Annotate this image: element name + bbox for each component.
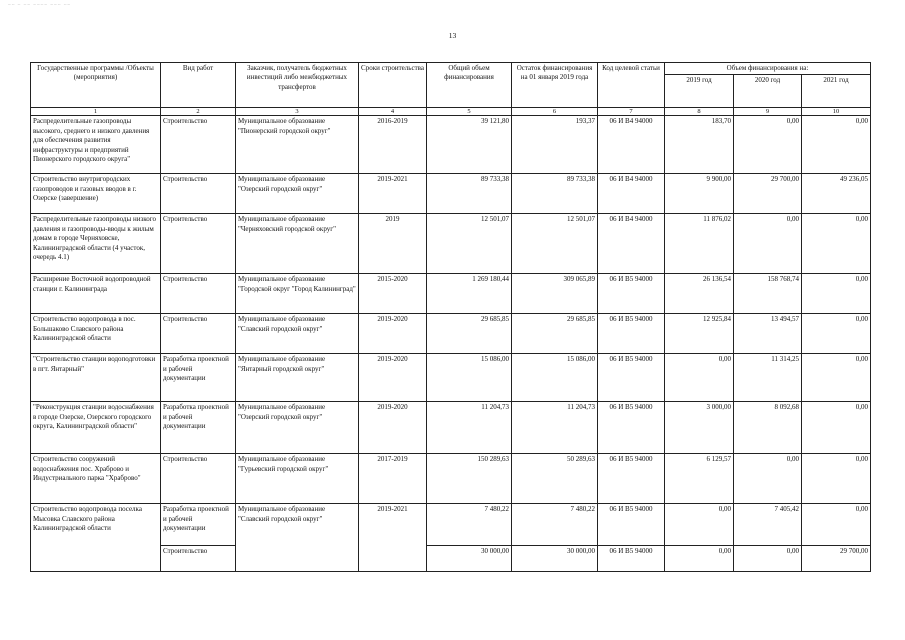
column-index-cell: 8 <box>665 108 734 116</box>
customer-cell: Муниципальное образование "Гурьевский городской округ" <box>236 454 359 504</box>
customer-cell: Муниципальное образование "Славский городской округ" <box>236 314 359 354</box>
page-number: 13 <box>448 31 457 40</box>
remainder-cell: 7 480,22 <box>512 504 598 546</box>
object-name-cell: Строительство водопровода в пос. Большаково Славского района Калининградской области <box>31 314 161 354</box>
remainder-cell: 30 000,00 <box>512 546 598 572</box>
total-cell: 150 289,63 <box>427 454 512 504</box>
amount-2021-cell: 0,00 <box>802 402 871 454</box>
table-row <box>31 174 871 214</box>
customer-cell: Муниципальное образование "Славский городской округ" <box>236 504 359 572</box>
amount-2020-cell: 8 092,68 <box>734 402 802 454</box>
amount-2019-cell: 6 129,57 <box>665 454 734 504</box>
amount-2019-cell: 0,00 <box>665 546 734 572</box>
header-2021: 2021 год <box>802 75 871 108</box>
amount-2020-cell: 158 768,74 <box>734 274 802 314</box>
table-row <box>31 274 871 314</box>
amount-2020-cell: 0,00 <box>734 454 802 504</box>
remainder-cell: 309 065,89 <box>512 274 598 314</box>
amount-2020-cell: 0,00 <box>734 116 802 174</box>
work-type-cell: Разработка проектной и рабочей документации <box>161 402 236 454</box>
header-customer: Заказчик, получатель бюджетных инвестиций либо межбюджетных трансфертов <box>236 63 359 108</box>
remainder-cell: 29 685,85 <box>512 314 598 354</box>
work-type-cell: Разработка проектной и рабочей документации <box>161 504 236 546</box>
total-cell: 39 121,80 <box>427 116 512 174</box>
work-type-cell: Строительство <box>161 314 236 354</box>
amount-2019-cell: 9 900,00 <box>665 174 734 214</box>
total-cell: 12 501,07 <box>427 214 512 274</box>
object-name-cell: "Строительство станции водоподготовки в пгт. Янтарный" <box>31 354 161 402</box>
amount-2021-cell: 0,00 <box>802 214 871 274</box>
table-row <box>31 354 871 402</box>
total-cell: 29 685,85 <box>427 314 512 354</box>
table-row <box>31 402 871 454</box>
total-cell: 1 269 180,44 <box>427 274 512 314</box>
table-row <box>31 214 871 274</box>
customer-cell: Муниципальное образование "Городской округ "Город Калининград" <box>236 274 359 314</box>
amount-2021-cell: 0,00 <box>802 314 871 354</box>
total-cell: 11 204,73 <box>427 402 512 454</box>
remainder-cell: 193,37 <box>512 116 598 174</box>
amount-2019-cell: 3 000,00 <box>665 402 734 454</box>
object-name-cell: Расширение Восточной водопроводной станции г. Калининграда <box>31 274 161 314</box>
work-type-cell: Строительство <box>161 174 236 214</box>
object-name-cell: Строительство водопровода поселка Мысовка Славского района Калининградской области <box>31 504 161 572</box>
work-type-cell: Строительство <box>161 116 236 174</box>
header-objects: Государственные программы /Объекты (мероприятия) <box>31 63 161 108</box>
work-type-cell: Строительство <box>161 546 236 572</box>
work-type-cell: Строительство <box>161 454 236 504</box>
amount-2020-cell: 7 405,42 <box>734 504 802 546</box>
financing-table <box>30 62 871 572</box>
customer-cell: Муниципальное образование "Озерский городской округ" <box>236 174 359 214</box>
column-index-cell: 7 <box>598 108 665 116</box>
amount-2019-cell: 0,00 <box>665 354 734 402</box>
header-row <box>31 63 871 75</box>
code-cell: 06 И В5 94000 <box>598 504 665 546</box>
amount-2021-cell: 0,00 <box>802 274 871 314</box>
code-cell: 06 И В5 94000 <box>598 314 665 354</box>
amount-2021-cell: 0,00 <box>802 116 871 174</box>
remainder-cell: 50 289,63 <box>512 454 598 504</box>
table-row <box>31 504 871 546</box>
term-cell: 2016-2019 <box>359 116 427 174</box>
total-cell: 30 000,00 <box>427 546 512 572</box>
column-index-cell: 5 <box>427 108 512 116</box>
term-cell: 2019-2020 <box>359 354 427 402</box>
remainder-cell: 15 086,00 <box>512 354 598 402</box>
header-work-type: Вид работ <box>161 63 236 108</box>
table-row <box>31 314 871 354</box>
header-2019: 2019 год <box>665 75 734 108</box>
work-type-cell: Строительство <box>161 214 236 274</box>
table-row <box>31 454 871 504</box>
amount-2021-cell: 0,00 <box>802 504 871 546</box>
customer-cell: Муниципальное образование "Пионерский городской округ" <box>236 116 359 174</box>
column-index-cell: 2 <box>161 108 236 116</box>
header-remainder: Остаток финансирования на 01 января 2019 года <box>512 63 598 108</box>
amount-2019-cell: 26 136,54 <box>665 274 734 314</box>
column-index-cell: 6 <box>512 108 598 116</box>
code-cell: 06 И В5 94000 <box>598 546 665 572</box>
object-name-cell: Строительство сооружений водоснабжения пос. Храброво и Индустриального парка "Храброво" <box>31 454 161 504</box>
header-financing-group: Объем финансирования на: <box>665 63 871 75</box>
column-index-cell: 1 <box>31 108 161 116</box>
table-row <box>31 116 871 174</box>
amount-2019-cell: 0,00 <box>665 504 734 546</box>
customer-cell: Муниципальное образование "Черняховский городской округ" <box>236 214 359 274</box>
code-cell: 06 И В4 94000 <box>598 116 665 174</box>
column-index-cell: 9 <box>734 108 802 116</box>
total-cell: 89 733,38 <box>427 174 512 214</box>
object-name-cell: "Реконструкция станции водоснабжения в городе Озерске, Озерского городского округа, Калининградской области" <box>31 402 161 454</box>
total-cell: 7 480,22 <box>427 504 512 546</box>
amount-2020-cell: 13 494,57 <box>734 314 802 354</box>
amount-2020-cell: 11 314,25 <box>734 354 802 402</box>
remainder-cell: 11 204,73 <box>512 402 598 454</box>
top-scan-mark: ~~ ~ ~~ ~~~~ ~~~ ~~ <box>8 3 72 8</box>
code-cell: 06 И В5 94000 <box>598 402 665 454</box>
amount-2021-cell: 29 700,00 <box>802 546 871 572</box>
code-cell: 06 И В5 94000 <box>598 454 665 504</box>
header-2020: 2020 год <box>734 75 802 108</box>
header-total: Общий объем финансирования <box>427 63 512 108</box>
remainder-cell: 12 501,07 <box>512 214 598 274</box>
amount-2020-cell: 0,00 <box>734 546 802 572</box>
object-name-cell: Распределительные газопроводы низкого давления и газопроводы-вводы к жилым домам в городе Черняховске, Калининградской области (4 участок, очередь 4.1) <box>31 214 161 274</box>
code-cell: 06 И В5 94000 <box>598 354 665 402</box>
term-cell: 2019-2020 <box>359 314 427 354</box>
term-cell: 2015-2020 <box>359 274 427 314</box>
amount-2021-cell: 0,00 <box>802 354 871 402</box>
code-cell: 06 И В4 94000 <box>598 214 665 274</box>
term-cell: 2017-2019 <box>359 454 427 504</box>
work-type-cell: Разработка проектной и рабочей документации <box>161 354 236 402</box>
code-cell: 06 И В5 94000 <box>598 274 665 314</box>
term-cell: 2019-2021 <box>359 174 427 214</box>
column-index-cell: 3 <box>236 108 359 116</box>
total-cell: 15 086,00 <box>427 354 512 402</box>
amount-2020-cell: 29 700,00 <box>734 174 802 214</box>
term-cell: 2019-2021 <box>359 504 427 572</box>
column-index-cell: 10 <box>802 108 871 116</box>
amount-2019-cell: 12 925,84 <box>665 314 734 354</box>
term-cell: 2019-2020 <box>359 402 427 454</box>
code-cell: 06 И В4 94000 <box>598 174 665 214</box>
amount-2019-cell: 11 876,02 <box>665 214 734 274</box>
object-name-cell: Распределительные газопроводы высокого, среднего и низкого давления для обеспечения развития инфраструктуры и предприятий Пионерского городского округа" <box>31 116 161 174</box>
object-name-cell: Строительство внутригородских газопроводов и газовых вводов в г. Озерске (завершение) <box>31 174 161 214</box>
work-type-cell: Строительство <box>161 274 236 314</box>
amount-2019-cell: 183,70 <box>665 116 734 174</box>
remainder-cell: 89 733,38 <box>512 174 598 214</box>
customer-cell: Муниципальное образование "Янтарный городской округ" <box>236 354 359 402</box>
term-cell: 2019 <box>359 214 427 274</box>
header-terms: Сроки строительства <box>359 63 427 108</box>
amount-2020-cell: 0,00 <box>734 214 802 274</box>
amount-2021-cell: 0,00 <box>802 454 871 504</box>
column-index-cell: 4 <box>359 108 427 116</box>
column-index-row <box>31 108 871 116</box>
header-code: Код целевой статьи <box>598 63 665 108</box>
amount-2021-cell: 49 236,05 <box>802 174 871 214</box>
customer-cell: Муниципальное образование "Озерский городской округ" <box>236 402 359 454</box>
